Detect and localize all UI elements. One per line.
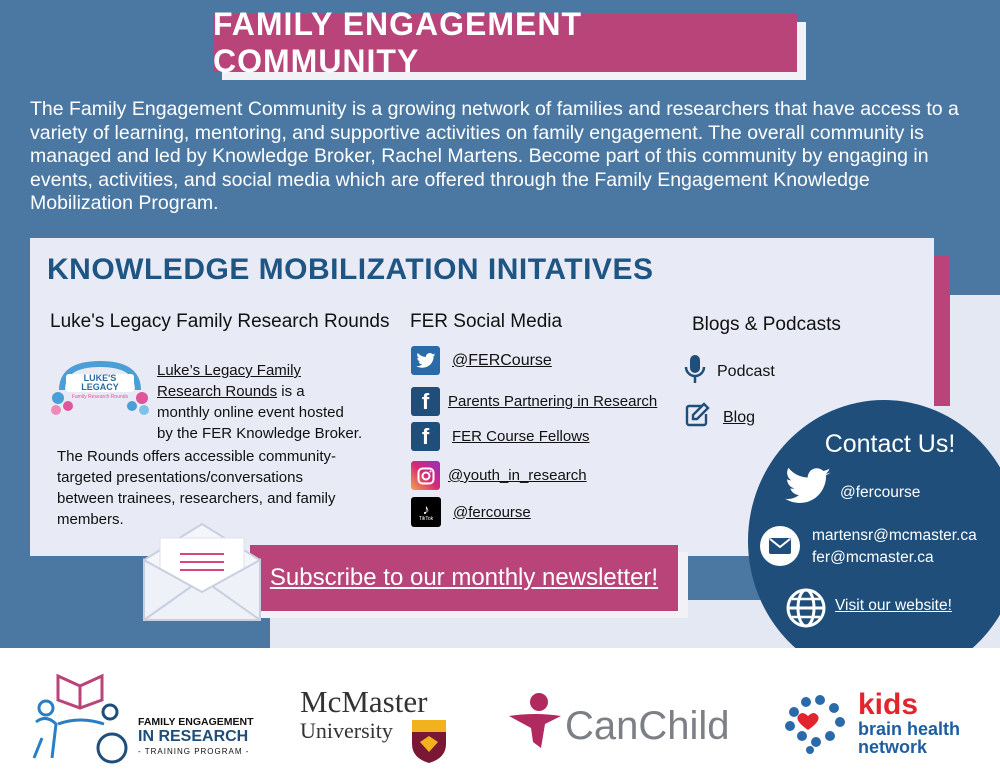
tiktok-icon: ♪ TikTok (411, 497, 441, 527)
kbhn-line2: brain health (858, 719, 961, 739)
social-item-tiktok[interactable] (411, 497, 531, 527)
social-label-facebook-fellows[interactable]: FER Course Fellows (452, 428, 590, 445)
facebook-icon: f (411, 387, 440, 416)
instagram-icon (411, 461, 440, 490)
blogs-heading: Blogs & Podcasts (692, 314, 841, 335)
rounds-desc-line2: monthly online event hosted (157, 404, 344, 421)
canchild-text: CanChild (565, 704, 730, 748)
rounds-link[interactable]: Luke’s Legacy Family (157, 362, 301, 379)
subscribe-button[interactable]: Subscribe to our monthly newsletter! (250, 545, 678, 611)
rounds-description: The Rounds offers accessible community-targeted presentations/conversations between trainees, researchers, and family members. (57, 448, 337, 528)
rounds-desc-rest: is a (277, 383, 305, 400)
social-label-facebook-parents[interactable]: Parents Partnering in Research (448, 393, 658, 410)
lukes-legacy-logo (48, 360, 152, 418)
lukes-legacy-logo-subtext: Family Research Rounds (71, 394, 129, 400)
website-link[interactable]: Visit our website! (835, 597, 952, 614)
mcmaster-crest-icon (410, 718, 448, 764)
canchild-logo (505, 690, 735, 760)
rounds-heading: Luke's Legacy Family Research Rounds (50, 311, 390, 332)
microphone-icon (683, 353, 707, 390)
contact-title: Contact Us! (824, 430, 956, 458)
canchild-figure-icon (505, 690, 565, 752)
rounds-link-continued[interactable]: Research Rounds (157, 383, 278, 400)
page-title: FAMILY ENGAGEMENT COMMUNITY (213, 14, 797, 72)
edit-icon (684, 402, 710, 433)
facebook-icon: f (411, 422, 440, 451)
social-item-facebook-fellows[interactable] (411, 422, 590, 451)
twitter-icon (411, 346, 440, 375)
brain-icon (780, 690, 850, 760)
mail-icon (760, 526, 800, 566)
rounds-desc-line3: by the FER Knowledge Broker. (157, 425, 363, 442)
rounds-intro-text (157, 360, 377, 444)
kbhn-logo (780, 690, 980, 765)
fer-logo-line3: - TRAINING PROGRAM - (138, 747, 250, 756)
mcmaster-line1: McMaster (300, 684, 428, 719)
contact-twitter-icon (785, 468, 831, 511)
initiatives-title: KNOWLEDGE MOBILIZATION INITATIVES (47, 253, 654, 286)
fer-logo (30, 668, 260, 768)
social-item-twitter[interactable] (411, 346, 552, 375)
kbhn-line3: network (858, 737, 928, 757)
intro-paragraph: The Family Engagement Community is a growing network of families and researchers that have access to a variety of learning, mentoring, and supportive activities on family engagement. The overall community is managed and led by Knowledge Broker, Rachel Martens. Become part of this community by engaging in events, activities, and social media which are offered through the Family Engagement Knowledge Mobilization Program. (30, 98, 959, 214)
podcast-label[interactable]: Podcast (717, 362, 775, 380)
social-label-instagram[interactable]: @youth_in_research (448, 467, 587, 484)
fer-logo-line1: FAMILY ENGAGEMENT (138, 716, 254, 728)
globe-icon (785, 587, 827, 634)
mcmaster-logo (300, 684, 460, 764)
podcast-link[interactable] (683, 353, 775, 390)
social-heading: FER Social Media (410, 311, 563, 332)
contact-email-1[interactable]: martensr@mcmaster.ca (812, 527, 977, 544)
blog-label[interactable]: Blog (723, 408, 756, 426)
social-item-instagram[interactable] (411, 461, 587, 490)
social-label-twitter[interactable]: @FERCourse (452, 351, 552, 369)
social-label-tiktok[interactable]: @fercourse (453, 503, 531, 521)
social-item-facebook-parents[interactable] (411, 387, 657, 416)
contact-email-2[interactable]: fer@mcmaster.ca (812, 549, 934, 566)
lukes-legacy-logo-text: LUKE'S LEGACY (81, 373, 119, 392)
contact-twitter-handle[interactable]: @fercourse (840, 484, 921, 501)
fer-logo-line2: IN RESEARCH (138, 728, 249, 745)
mcmaster-line2: University (300, 718, 393, 743)
kbhn-line1: kids (858, 688, 919, 721)
blog-link[interactable] (684, 402, 755, 433)
envelope-icon (140, 520, 264, 629)
